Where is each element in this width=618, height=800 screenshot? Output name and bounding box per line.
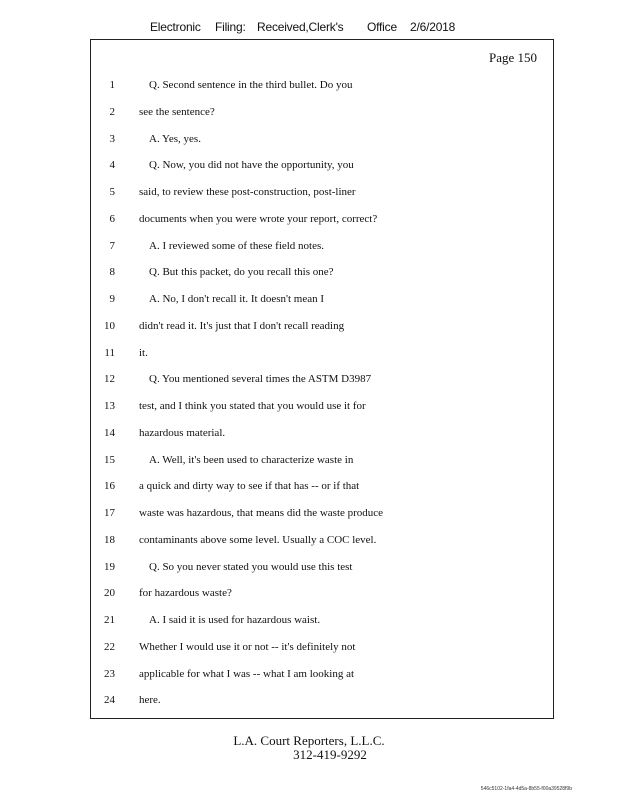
filing-header-part: Received,Clerk's [257,20,344,34]
transcript-line [91,75,553,95]
line-text: A. I reviewed some of these field notes. [149,239,325,252]
line-number: 6 [109,212,115,225]
transcript-page [90,39,554,719]
line-text: see the sentence? [139,105,215,118]
line-text: A. Yes, yes. [149,132,201,145]
line-number: 1 [109,79,115,91]
transcript-line [91,450,553,470]
line-number: 5 [109,186,115,198]
line-number: 21 [104,614,115,626]
line-number: 7 [109,239,115,252]
line-text: here. [139,694,161,707]
transcript-line [91,423,553,443]
line-number: 10 [104,319,115,332]
filing-header-part: 2/6/2018 [410,20,456,34]
line-text: contaminants above some level. Usually a COC level. [139,533,377,546]
page-number: Page 150 [488,50,537,65]
reporter-phone: 312-419-9292 [293,747,367,762]
line-text: test, and I think you stated that you would use it for [139,400,366,412]
transcript-line [91,690,553,710]
line-number: 4 [109,159,115,172]
line-number: 20 [104,587,115,600]
line-text: it. [139,346,148,359]
line-text: Whether I would use it or not -- it's definitely not [139,640,356,653]
line-text: said, to review these post-construction, post-liner [139,186,356,198]
transcript-line [91,557,553,577]
line-text: Q. Now, you did not have the opportunity, you [149,159,354,172]
transcript-line [91,610,553,630]
line-text: Q. So you never stated you would use this test [149,560,353,573]
line-number: 18 [104,533,115,546]
line-text: documents when you were wrote your report, correct? [139,212,378,225]
line-text: waste was hazardous, that means did the waste produce [139,507,384,519]
filing-header-part: Office [367,20,397,34]
line-number: 13 [104,400,115,412]
transcript-line [91,369,553,389]
transcript-line [91,289,553,309]
transcript-line [91,476,553,496]
line-text: for hazardous waste? [139,587,232,600]
transcript-line [91,129,553,149]
line-number: 15 [104,453,115,466]
document-id: 546c5102-1fa4-4d5a-8b55-f00a39528f9b [480,786,572,792]
line-text: applicable for what I was -- what I am looking at [139,667,355,680]
line-text: Q. You mentioned several times the ASTM D3987 [149,373,372,386]
line-number: 22 [104,640,115,653]
line-number: 3 [109,132,115,145]
line-text: hazardous material. [139,426,226,439]
line-text: Q. Second sentence in the third bullet. Do you [149,79,353,91]
line-text: a quick and dirty way to see if that has -- or if that [139,480,360,493]
transcript-line [91,637,553,657]
line-text: A. Well, it's been used to characterize waste in [149,453,354,466]
transcript-line [91,503,553,523]
transcript-line [91,182,553,202]
line-number: 16 [104,480,115,493]
transcript-line [91,530,553,550]
line-number: 17 [104,507,115,519]
transcript-line [91,316,553,336]
reporter-company: L.A. Court Reporters, L.L.C. [233,733,385,748]
line-text: A. I said it is used for hazardous waist. [149,614,321,626]
reporter-footer [0,734,618,762]
line-number: 24 [104,694,115,707]
transcript-line [91,343,553,363]
line-text: A. No, I don't recall it. It doesn't mean I [149,293,325,305]
transcript-line [91,396,553,416]
line-text: Q. But this packet, do you recall this one? [149,266,334,279]
line-number: 12 [104,373,115,386]
line-text: didn't read it. It's just that I don't recall reading [139,319,345,332]
line-number: 11 [104,346,115,359]
transcript-line [91,664,553,684]
line-number: 9 [109,293,115,305]
filing-header-part: Electronic [150,20,201,34]
transcript-line [91,583,553,603]
line-number: 14 [104,426,115,439]
line-number: 23 [104,667,115,680]
transcript-line [91,236,553,256]
line-number: 2 [109,105,115,118]
transcript-line [91,155,553,175]
filing-header-part: Filing: [215,20,246,34]
transcript-line [91,102,553,122]
transcript-line [91,209,553,229]
line-number: 19 [104,560,115,573]
transcript-line [91,262,553,282]
line-number: 8 [109,266,115,279]
